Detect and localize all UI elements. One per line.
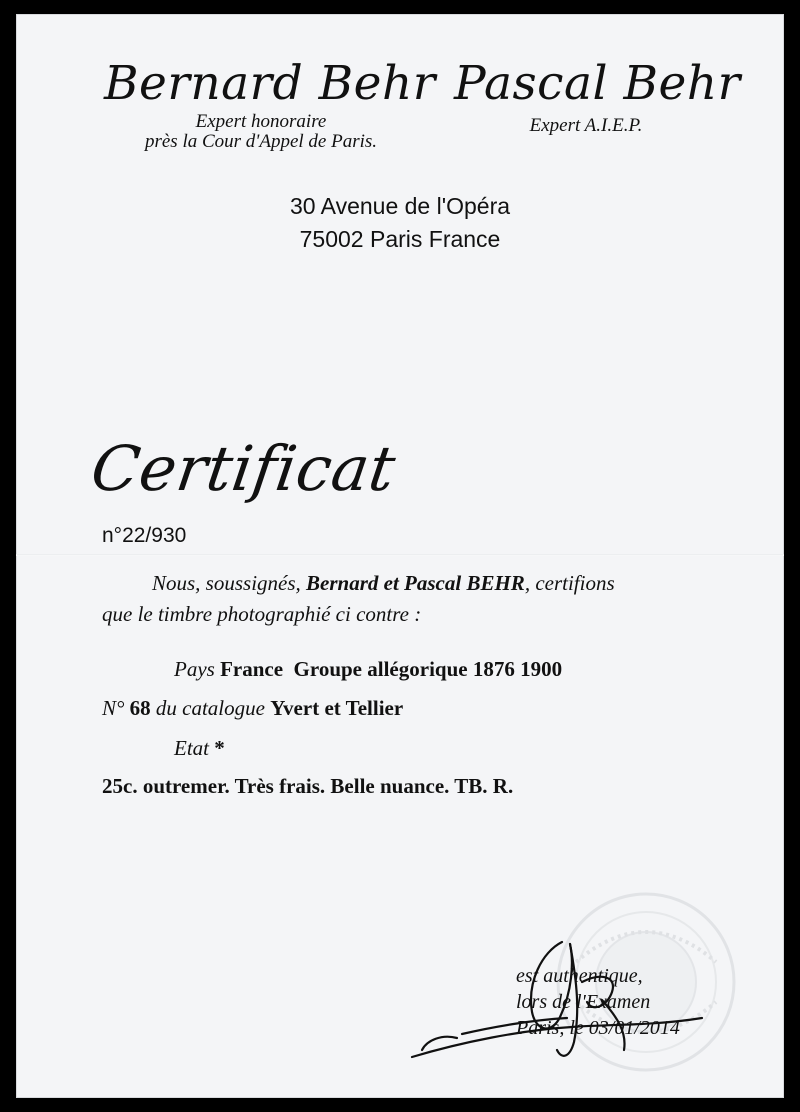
certificate-number: n°22/930 (102, 524, 187, 547)
fold-line (16, 554, 784, 556)
numero-row (102, 696, 403, 721)
intro-prefix: Nous, soussignés, (152, 571, 307, 595)
closing-line3: Paris, le 03/01/2014 (516, 1017, 680, 1039)
address-line1: 30 Avenue de l'Opéra (289, 193, 511, 219)
expert-title-left-line2: près la Cour d'Appel de Paris. (144, 131, 378, 152)
etat-value: * (214, 736, 225, 760)
pays-value: France Groupe allégorique 1876 1900 (220, 657, 563, 681)
expert-name-right: Pascal Behr (454, 56, 741, 111)
intro-suffix: , certifions (524, 571, 615, 595)
closing-line1: est authentique, (516, 965, 643, 987)
numero-label: N° (102, 696, 125, 720)
signature-icon (402, 922, 722, 1072)
expert-name-left: Bernard Behr (104, 56, 436, 111)
stamp-description: 25c. outremer. Très frais. Belle nuance. TB. R. (102, 774, 514, 798)
catalogue-value: Yvert et Tellier (270, 696, 404, 720)
certificate-page (16, 14, 784, 1098)
pays-row (174, 657, 562, 682)
pays-label: Pays (174, 657, 215, 681)
address-line2: 75002 Paris France (299, 226, 501, 252)
etat-row (174, 736, 225, 761)
intro-names: Bernard et Pascal BEHR (306, 571, 525, 595)
intro-line (152, 571, 615, 596)
intro-line2: que le timbre photographié ci contre : (102, 602, 422, 626)
catalogue-label: du catalogue (155, 696, 265, 720)
closing-line2: lors de l'Examen (516, 991, 651, 1013)
expert-title-left (126, 112, 396, 152)
expert-title-right: Expert A.I.E.P. (529, 115, 643, 136)
numero-value: 68 (129, 696, 151, 720)
expert-title-left-line1: Expert honoraire (195, 111, 327, 132)
certificate-heading: Certificat (86, 432, 401, 505)
etat-label: Etat (174, 736, 209, 760)
